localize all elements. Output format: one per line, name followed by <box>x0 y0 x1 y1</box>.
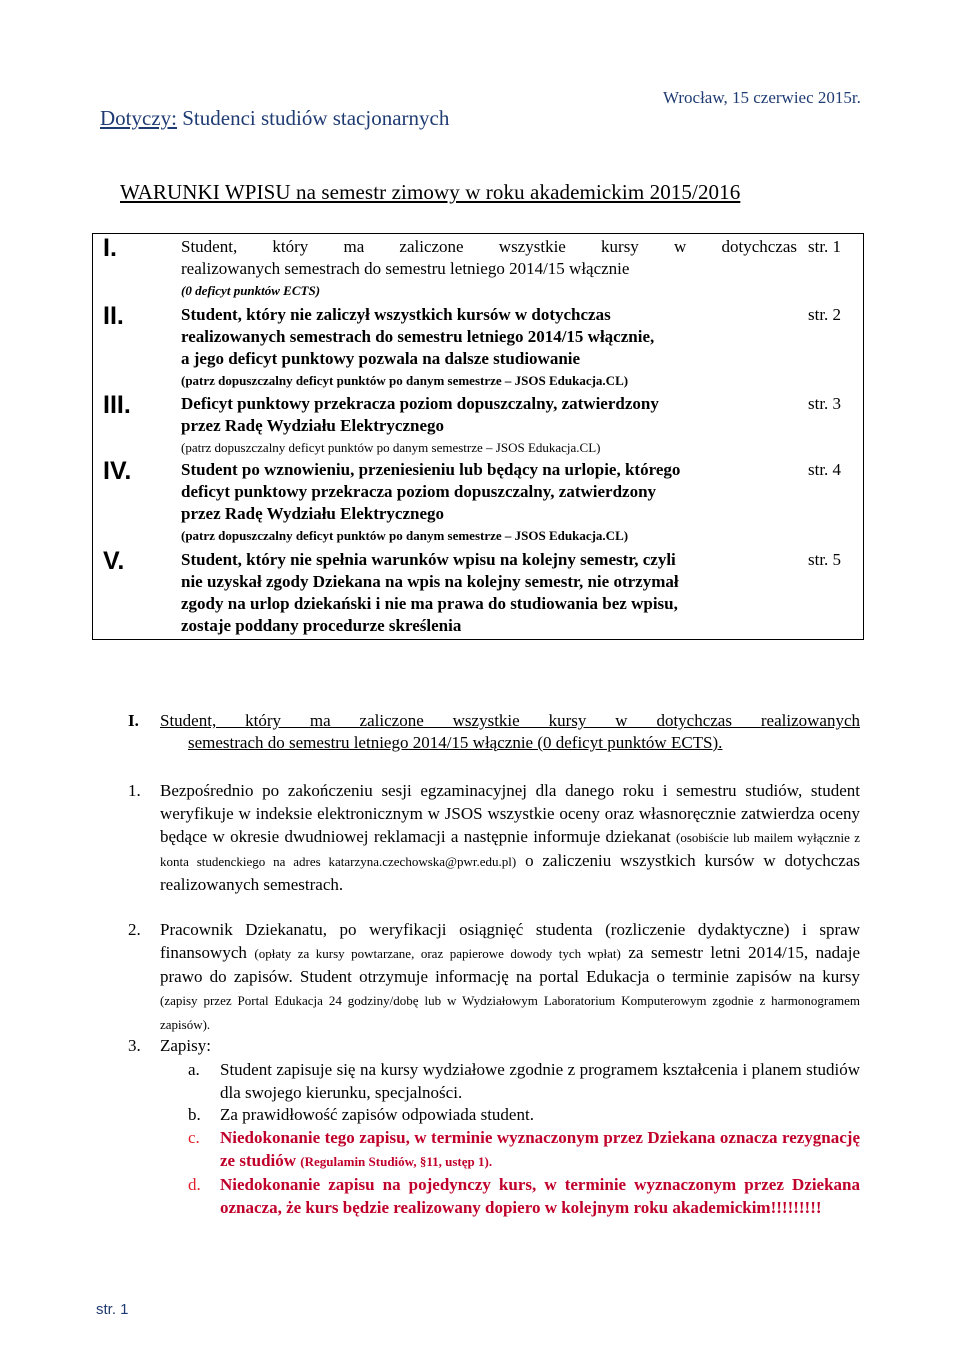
item-text: Bezpośrednio po zakończeniu sesji egzaminacyjnej dla danego roku i semestru studiów, student weryfikuje w indeksie elektronicznym w JSOS wszystkie oceny oraz własnoręcznie zatwierdza oceny będące w okresie dwudniowej reklamacji a następnie informuje dziekanat <box>160 781 860 846</box>
toc-line: Student, który nie zaliczył wszystkich kursów w dotychczas <box>181 305 611 324</box>
toc-line: Student, który ma zaliczone wszystkie kursy w dotychczas <box>181 237 797 256</box>
document-date: Wrocław, 15 czerwiec 2015r. <box>663 88 861 107</box>
toc-page-ref: str. 1 <box>808 237 842 256</box>
toc-text <box>181 236 797 302</box>
toc-page-ref: str. 5 <box>808 550 842 569</box>
toc-line: a jego deficyt punktowy pozwala na dalsze studiowanie <box>181 349 581 368</box>
toc-line: realizowanych semestrach do semestru letniego 2014/15 włącznie <box>181 259 630 278</box>
item-number: 3. <box>128 1036 141 1055</box>
toc-number: I. <box>103 234 117 262</box>
item-body <box>160 918 860 1036</box>
item-text: za semestr letni 2014/15, nadaje prawo do zapisów. Student otrzymuje informację na portal Edukacja o terminie zapisów na kursy <box>160 943 860 986</box>
section-title-line1: Student, który ma zaliczone wszystkie kursy w dotychczas realizowanych <box>160 711 860 730</box>
warning-text: Niedokonanie zapisu na pojedynczy kurs, w terminie wyznaczonym przez Dziekana oznacza, że kurs będzie realizowany dopiero w kolejnym roku akademickim!!!!!!!!! <box>220 1175 860 1217</box>
item-number: 2. <box>128 920 141 939</box>
sub-item-text <box>220 1126 860 1173</box>
toc-line: realizowanych semestrach do semestru letniego 2014/15 włącznie, <box>181 327 655 346</box>
sub-item-letter: a. <box>188 1060 200 1079</box>
section-number: I. <box>128 711 139 730</box>
page-number: str. 1 <box>96 1301 129 1318</box>
toc-text <box>181 549 797 637</box>
item-label: Zapisy: <box>160 1036 211 1055</box>
sub-item-letter: b. <box>188 1105 201 1124</box>
item-note: (zapisy przez Portal Edukacja 24 godziny/dobę lub w Wydziałowym Laboratorium Komputerowym zgodnie z harmonogramem zapisów). <box>160 993 860 1032</box>
warning-text: Niedokonanie tego zapisu, w terminie wyznaczonym przez Dziekana oznacza rezygnację ze studiów <box>220 1128 860 1170</box>
regulation-ref: (Regulamin Studiów, §11, ustęp 1). <box>300 1154 493 1169</box>
sub-item-letter: c. <box>188 1128 200 1147</box>
toc-line: nie uzyskał zgody Dziekana na wpis na kolejny semestr, nie otrzymał <box>181 572 679 591</box>
table-of-contents <box>92 233 864 640</box>
item-text: Pracownik Dziekanatu, po weryfikacji osiągnięć studenta (rozliczenie dydaktyczne) i spraw finansowych <box>160 920 860 962</box>
toc-text <box>181 393 797 459</box>
toc-line: przez Radę Wydziału Elektrycznego <box>181 504 444 523</box>
sub-item-letter: d. <box>188 1175 201 1194</box>
subject-line <box>100 106 449 131</box>
item-body <box>160 779 860 896</box>
toc-line: Deficyt punktowy przekracza poziom dopuszczalny, zatwierdzony <box>181 394 659 413</box>
section-title-line2: semestrach do semestru letniego 2014/15 włącznie (0 deficyt punktów ECTS). <box>188 733 723 752</box>
subject-label: Dotyczy: <box>100 106 177 130</box>
sub-item-text: Za prawidłowość zapisów odpowiada student. <box>220 1105 534 1124</box>
toc-page-ref: str. 4 <box>808 460 842 479</box>
toc-text <box>181 304 797 392</box>
toc-line: zostaje poddany procedurze skreślenia <box>181 616 462 635</box>
sub-item-text: Student zapisuje się na kursy wydziałowe zgodnie z programem kształcenia i planem studiów dla swojego kierunku, specjalności. <box>220 1060 860 1102</box>
item-note: (opłaty za kursy powtarzane, oraz papierowe dowody tych wpłat) <box>254 946 621 961</box>
toc-page-ref: str. 2 <box>808 305 842 324</box>
toc-number: IV. <box>103 457 132 485</box>
toc-line: zgody na urlop dziekański i nie ma prawa do studiowania bez wpisu, <box>181 594 678 613</box>
toc-number: V. <box>103 547 125 575</box>
toc-subnote: (patrz dopuszczalny deficyt punktów po danym semestrze – JSOS Edukacja.CL) <box>181 373 629 388</box>
toc-line: Student, który nie spełnia warunków wpisu na kolejny semestr, czyli <box>181 550 676 569</box>
item-note: (osobiście lub mailem wyłącznie z konta studenckiego na adres katarzyna.czechowska@pwr.edu.pl) <box>160 830 860 869</box>
toc-line: Student po wznowieniu, przeniesieniu lub będący na urlopie, którego <box>181 460 681 479</box>
subject-text: Studenci studiów stacjonarnych <box>182 106 450 130</box>
toc-subnote: (patrz dopuszczalny deficyt punktów po danym semestrze – JSOS Edukacja.CL) <box>181 440 601 455</box>
item-number: 1. <box>128 781 141 800</box>
toc-page-ref: str. 3 <box>808 394 842 413</box>
toc-number: II. <box>103 302 124 330</box>
document-title: WARUNKI WPISU na semestr zimowy w roku akademickim 2015/2016 <box>120 180 741 204</box>
toc-subnote: (0 deficyt punktów ECTS) <box>181 283 321 298</box>
toc-number: III. <box>103 391 131 419</box>
toc-line: przez Radę Wydziału Elektrycznego <box>181 416 444 435</box>
item-text: o zaliczeniu wszystkich kursów w dotychczas realizowanych semestrach. <box>160 851 860 894</box>
toc-text <box>181 459 797 547</box>
toc-line: deficyt punktowy przekracza poziom dopuszczalny, zatwierdzony <box>181 482 657 501</box>
toc-subnote: (patrz dopuszczalny deficyt punktów po danym semestrze – JSOS Edukacja.CL) <box>181 528 629 543</box>
